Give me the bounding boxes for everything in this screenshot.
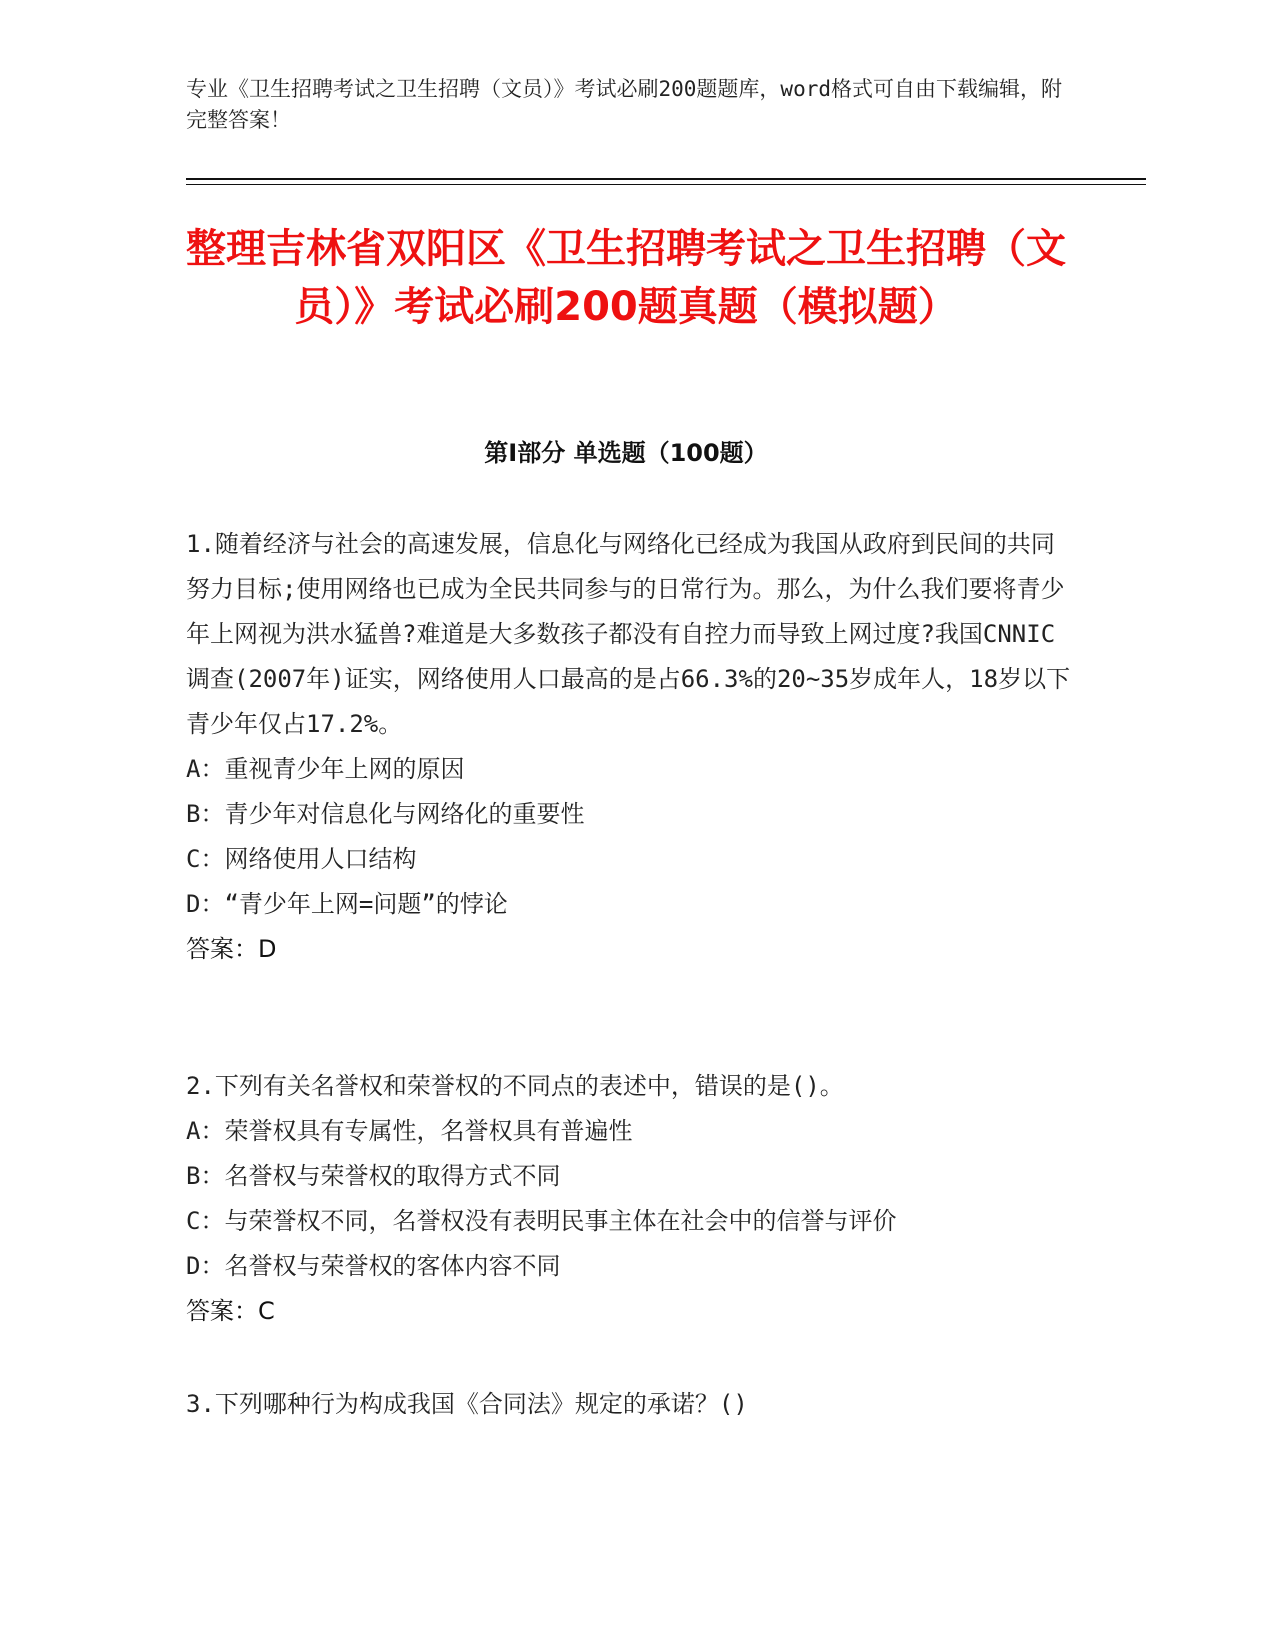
question-stem: 3.下列哪种行为构成我国《合同法》规定的承诺？() (186, 1390, 748, 1418)
answer: 答案：D (186, 935, 277, 963)
option-c: C：网络使用人口结构 (186, 845, 417, 873)
option-d: D：“青少年上网=问题”的悖论 (186, 890, 508, 918)
document-title: 整理吉林省双阳区《卫生招聘考试之卫生招聘（文员）》考试必刷200题真题（模拟题） (186, 226, 1066, 330)
option-b: B：名誉权与荣誉权的取得方式不同 (186, 1162, 561, 1190)
section-heading: 第I部分 单选题（100题） (484, 439, 768, 467)
question-2 (186, 1064, 1076, 1334)
question-stem: 2.下列有关名誉权和荣誉权的不同点的表述中，错误的是()。 (186, 1072, 844, 1100)
option-a: A：荣誉权具有专属性，名誉权具有普遍性 (186, 1117, 633, 1145)
header-divider-thin (186, 184, 1146, 185)
option-d: D：名誉权与荣誉权的客体内容不同 (186, 1252, 561, 1280)
question-1 (186, 522, 1076, 972)
header-divider (186, 178, 1146, 180)
question-3 (186, 1382, 1076, 1427)
option-b: B：青少年对信息化与网络化的重要性 (186, 800, 585, 828)
option-a: A：重视青少年上网的原因 (186, 755, 465, 783)
header-note: 专业《卫生招聘考试之卫生招聘（文员）》考试必刷200题题库，word格式可自由下载编辑，附完整答案！ (186, 77, 1062, 132)
question-stem: 1.随着经济与社会的高速发展，信息化与网络化已经成为我国从政府到民间的共同努力目标;使用网络也已成为全民共同参与的日常行为。那么，为什么我们要将青少年上网视为洪水猛兽?难道是大多数孩子都没有自控力而导致上网过度?我国CNNIC调查(2007年)证实，网络使用人口最高的是占66.3%的20~35岁成年人，18岁以下青少年仅占17.2%。 (186, 530, 1071, 738)
option-c: C：与荣誉权不同，名誉权没有表明民事主体在社会中的信誉与评价 (186, 1207, 897, 1235)
answer: 答案：C (186, 1297, 275, 1325)
